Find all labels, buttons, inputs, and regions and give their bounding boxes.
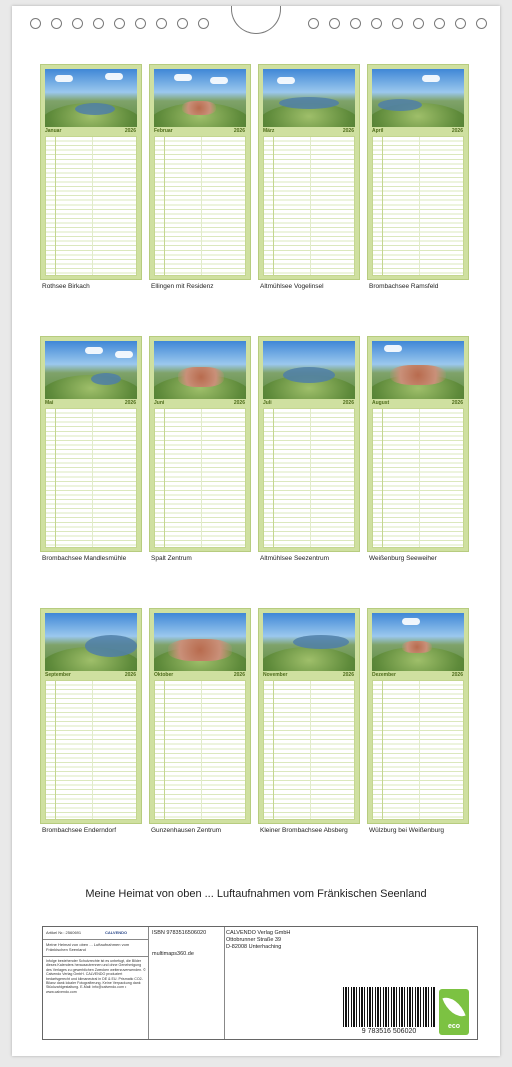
month-header <box>372 128 464 135</box>
aerial-photo <box>45 69 137 127</box>
photo-caption: Brombachsee Mandlesmühle <box>42 555 127 562</box>
month-header <box>45 672 137 679</box>
photo-caption: Ellingen mit Residenz <box>151 283 214 290</box>
info-column-isbn <box>149 927 225 1039</box>
aerial-photo <box>372 613 464 671</box>
eco-label: eco <box>447 1023 461 1030</box>
binding-hole <box>350 18 361 29</box>
binding-hole <box>177 18 188 29</box>
month-year: 2026 <box>124 672 136 678</box>
month-name: Juli <box>263 400 272 406</box>
month-panel-january <box>40 64 142 280</box>
month-panel-february <box>149 64 251 280</box>
month-header <box>372 672 464 679</box>
address-line: CALVENDO Verlag GmbH <box>226 930 291 936</box>
eco-badge <box>439 989 469 1035</box>
binding-hole <box>476 18 487 29</box>
aerial-photo <box>263 613 355 671</box>
month-panel-march <box>258 64 360 280</box>
month-header <box>154 672 246 679</box>
photo-caption: Brombachsee Enderndorf <box>42 827 117 834</box>
month-panel-june <box>149 336 251 552</box>
month-year: 2026 <box>233 672 245 678</box>
month-name: April <box>372 128 384 134</box>
binding-hole <box>30 18 41 29</box>
day-grid <box>45 136 137 276</box>
month-panel-august <box>367 336 469 552</box>
month-header <box>154 400 246 407</box>
binding-hole <box>371 18 382 29</box>
binding-hole <box>329 18 340 29</box>
day-grid <box>263 680 355 820</box>
month-panel-december <box>367 608 469 824</box>
binding-hole <box>198 18 209 29</box>
month-name: Januar <box>45 128 62 134</box>
month-name: August <box>372 400 390 406</box>
month-header <box>263 400 355 407</box>
photo-caption: Spalt Zentrum <box>151 555 192 562</box>
aerial-photo <box>154 341 246 399</box>
month-name: September <box>45 672 71 678</box>
aerial-photo <box>154 69 246 127</box>
day-grid <box>45 680 137 820</box>
day-grid <box>45 408 137 548</box>
aerial-photo <box>45 341 137 399</box>
legal-notice: Infolge bestehender Schutzrechte ist es unbefugt, die Bilder dieses Kalenders herauszutrennen und ohne Genehmigung des Verlages zu gewerblichen Zwecken weiterzuverwenden. © Calvendo Verlag GmbH. CALVENDO produziert bedarfsgerecht und klimaneutral in DE & EU. Prismatic CO2-Bilanz dank lokaler Fotografierung. Keine Verpackung dank Stückzahlgestaltung. E-Mail: info@calvendo.com • www.calvendo.com <box>46 959 146 994</box>
month-panel-may <box>40 336 142 552</box>
product-info-box <box>42 926 478 1040</box>
binding-hole <box>392 18 403 29</box>
month-year: 2026 <box>451 128 463 134</box>
aerial-photo <box>263 341 355 399</box>
aerial-photo <box>154 613 246 671</box>
binding-hole <box>72 18 83 29</box>
photo-caption: Kleiner Brombachsee Absberg <box>260 827 348 834</box>
month-header <box>154 128 246 135</box>
binding-hole <box>114 18 125 29</box>
binding-hole <box>413 18 424 29</box>
month-year: 2026 <box>451 672 463 678</box>
photo-caption: Altmühlsee Vogelinsel <box>260 283 324 290</box>
publisher-logo: CALVENDO <box>105 930 128 935</box>
barcode-number: 9 783516 506020 <box>361 1028 417 1035</box>
address-line: Ottobrunner Straße 39 <box>226 937 282 943</box>
day-grid <box>372 408 464 548</box>
day-grid <box>154 408 246 548</box>
day-grid <box>372 680 464 820</box>
photo-caption: Wülzburg bei Weißenburg <box>369 827 445 834</box>
month-year: 2026 <box>342 128 354 134</box>
photo-caption: Rothsee Birkach <box>42 283 90 290</box>
address-line: D-82008 Unterhaching <box>226 944 282 950</box>
calendar-page <box>12 6 500 1056</box>
binding-hole <box>93 18 104 29</box>
photo-caption: Altmühlsee Seezentrum <box>260 555 330 562</box>
day-grid <box>154 680 246 820</box>
month-header <box>45 128 137 135</box>
month-year: 2026 <box>233 400 245 406</box>
month-panel-october <box>149 608 251 824</box>
leaf-icon <box>442 993 465 1021</box>
website-text: multimaps360.de <box>152 951 194 957</box>
binding-hole <box>156 18 167 29</box>
month-name: Februar <box>154 128 173 134</box>
binding-hole <box>51 18 62 29</box>
month-name: November <box>263 672 288 678</box>
photo-caption: Weißenburg Seeweiher <box>369 555 437 562</box>
isbn-text: ISBN 9783516506020 <box>152 930 207 936</box>
binding-hole <box>455 18 466 29</box>
month-header <box>263 128 355 135</box>
month-year: 2026 <box>342 672 354 678</box>
day-grid <box>263 408 355 548</box>
product-subtitle: Meine Heimat von oben ... Luftaufnahmen vom Fränkischen Seenland <box>46 942 130 952</box>
month-header <box>45 400 137 407</box>
month-header <box>372 400 464 407</box>
month-year: 2026 <box>342 400 354 406</box>
aerial-photo <box>45 613 137 671</box>
month-name: Juni <box>154 400 165 406</box>
month-year: 2026 <box>451 400 463 406</box>
aerial-photo <box>372 69 464 127</box>
month-header <box>263 672 355 679</box>
aerial-photo <box>263 69 355 127</box>
calendar-title: Meine Heimat von oben ... Luftaufnahmen vom Fränkischen Seenland <box>85 888 427 900</box>
month-panel-november <box>258 608 360 824</box>
aerial-photo <box>372 341 464 399</box>
barcode <box>343 987 435 1027</box>
binding-hole <box>135 18 146 29</box>
binding-hole <box>308 18 319 29</box>
day-grid <box>154 136 246 276</box>
info-column-left <box>43 927 149 1039</box>
month-name: Oktober <box>154 672 174 678</box>
photo-caption: Brombachsee Ramsfeld <box>369 283 439 290</box>
month-panel-july <box>258 336 360 552</box>
month-panel-september <box>40 608 142 824</box>
month-year: 2026 <box>233 128 245 134</box>
month-name: März <box>263 128 275 134</box>
month-year: 2026 <box>124 400 136 406</box>
month-panel-april <box>367 64 469 280</box>
article-number: Artikel Nr.: 2560691 <box>46 930 82 935</box>
month-year: 2026 <box>124 128 136 134</box>
day-grid <box>263 136 355 276</box>
photo-caption: Gunzenhausen Zentrum <box>151 827 222 834</box>
month-name: Mai <box>45 400 54 406</box>
publisher-address <box>226 930 290 951</box>
month-name: Dezember <box>372 672 396 678</box>
day-grid <box>372 136 464 276</box>
binding-hole <box>434 18 445 29</box>
